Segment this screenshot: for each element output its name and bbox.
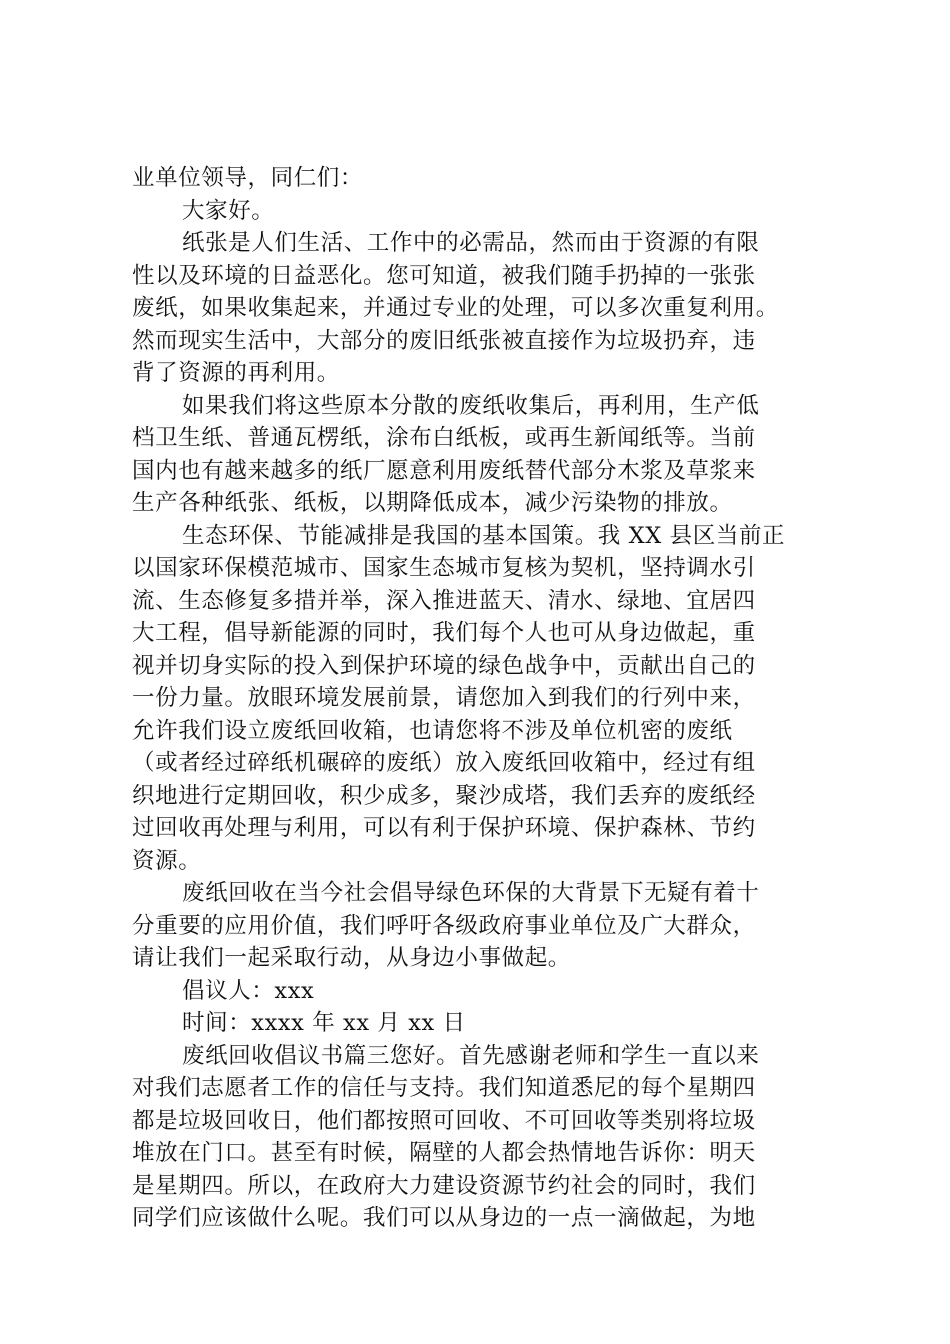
text-line: 纸张是人们生活、工作中的必需品，然而由于资源的有限	[182, 230, 760, 256]
text-line: 档卫生纸、普通瓦楞纸，涂布白纸板，或再生新闻纸等。当前	[132, 425, 756, 451]
text-line: 堆放在门口。甚至有时候，隔壁的人都会热情地告诉你：明天	[132, 1140, 756, 1166]
text-line: 以国家环保模范城市、国家生态城市复核为契机，坚持调水引	[132, 555, 756, 581]
text-line: 生产各种纸张、纸板，以期降低成本，减少污染物的排放。	[132, 490, 733, 516]
text-line: 国内也有越来越多的纸厂愿意利用废纸替代部分木浆及草浆来	[132, 457, 756, 484]
text-line: 时间：xxxx 年 xx 月 xx 日	[182, 1010, 466, 1036]
text-line: 请让我们一起采取行动，从身边小事做起。	[132, 945, 571, 971]
text-line: 视并切身实际的投入到保护环境的绿色战争中，贡献出自己的	[132, 652, 756, 679]
text-line: 废纸回收在当今社会倡导绿色环保的大背景下无疑有着十	[182, 880, 760, 906]
text-line: 背了资源的再利用。	[132, 360, 340, 386]
text-line: 业单位领导，同仁们：	[132, 165, 364, 191]
text-line: 如果我们将这些原本分散的废纸收集后，再利用，生产低	[182, 392, 760, 419]
text-line: （或者经过碎纸机碾碎的废纸）放入废纸回收箱中，经过有组	[132, 750, 756, 776]
text-line: 对我们志愿者工作的信任与支持。我们知道悉尼的每个星期四	[132, 1075, 756, 1101]
text-line: 允许我们设立废纸回收箱，也请您将不涉及单位机密的废纸	[132, 717, 733, 744]
text-line: 一份力量。放眼环境发展前景，请您加入到我们的行列中来，	[132, 685, 756, 711]
text-line: 分重要的应用价值，我们呼吁各级政府事业单位及广大群众，	[132, 912, 756, 939]
text-line: 大工程，倡导新能源的同时，我们每个人也可从身边做起，重	[132, 620, 756, 646]
text-line: 织地进行定期回收，积少成多，聚沙成塔，我们丢弃的废纸经	[132, 782, 756, 809]
document-body	[132, 162, 832, 1235]
text-line: 然而现实生活中，大部分的废旧纸张被直接作为垃圾扔弃，违	[132, 327, 756, 354]
text-line: 是星期四。所以，在政府大力建设资源节约社会的同时，我们	[132, 1172, 756, 1199]
text-line: 性以及环境的日益恶化。您可知道，被我们随手扔掉的一张张	[132, 262, 756, 289]
text-line: 资源。	[132, 847, 202, 874]
text-line: 废纸回收倡议书篇三您好。首先感谢老师和学生一直以来	[182, 1042, 760, 1069]
text-line: 流、生态修复多措并举，深入推进蓝天、清水、绿地、宜居四	[132, 587, 756, 614]
text-line: 同学们应该做什么呢。我们可以从身边的一点一滴做起，为地	[132, 1205, 756, 1231]
text-line: 生态环保、节能减排是我国的基本国策。我 XX 县区当前正	[182, 522, 786, 549]
text-line: 都是垃圾回收日，他们都按照可回收、不可回收等类别将垃圾	[132, 1107, 756, 1134]
text-line: 大家好。	[182, 197, 275, 224]
text-line: 倡议人：xxx	[182, 977, 315, 1004]
text-line: 过回收再处理与利用，可以有利于保护环境、保护森林、节约	[132, 815, 756, 841]
text-line: 废纸，如果收集起来，并通过专业的处理，可以多次重复利用。	[132, 295, 779, 321]
